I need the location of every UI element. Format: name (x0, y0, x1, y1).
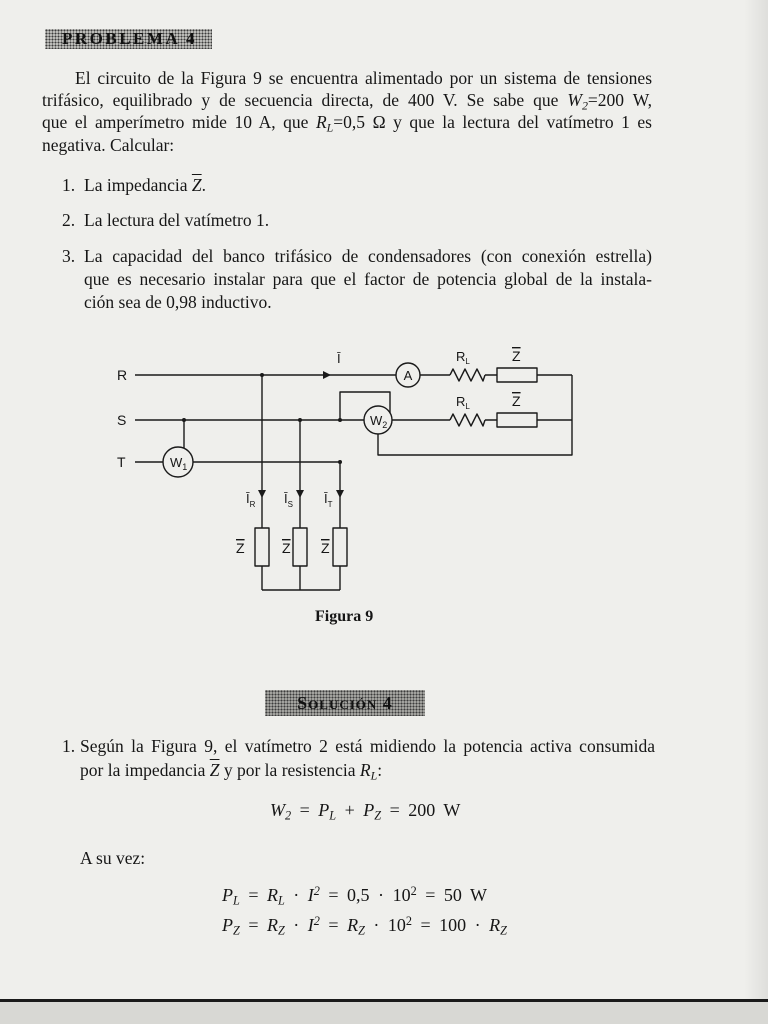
branch-current-index: R (249, 500, 256, 509)
branch-current-label-r (246, 491, 256, 509)
superscript: 2 (405, 913, 412, 928)
solution-header-title: Solución 4 (297, 693, 393, 713)
math-base: W (270, 800, 285, 820)
superscript: 2 (313, 913, 320, 928)
text-run: trifásico, equilibrado y de secuencia directa, de 400 V. Se sabe que (42, 90, 568, 110)
text-run: Según la Figura 9, el vatímetro 2 está midiendo la potencia activa consumida (80, 736, 655, 756)
branch-current-arrow-t (336, 490, 344, 498)
math-symbol (315, 112, 334, 135)
branch-current-arrow-r (258, 490, 266, 498)
text-run: =200 W, (587, 90, 652, 110)
subscript: Z (277, 923, 285, 938)
resistor-symbol: R (456, 349, 466, 364)
math-base: $\overline{Z}$ (191, 175, 202, 195)
text-run: = (239, 915, 267, 935)
junction-dot (182, 418, 186, 422)
phase-label-r: R (117, 367, 128, 383)
statement-line (42, 111, 652, 133)
resistor-index: L (465, 357, 470, 366)
math-base: $\overline{Z}$ (209, 760, 220, 780)
wattmeter-1-index: 1 (182, 462, 188, 472)
math-symbol (489, 915, 507, 938)
impedance-label-phase-r: Z (512, 348, 521, 364)
text-run: =0,5 Ω y que la lectura del vatímetro 1 es (333, 112, 652, 132)
text-run: · (284, 915, 308, 935)
problem-header-title: PROBLEMA 4 (62, 29, 198, 48)
line-current-arrow (323, 371, 331, 379)
star-impedance-label-t: Z (321, 540, 330, 556)
resistor-index: L (465, 402, 470, 411)
text-run: = 50 W (416, 885, 488, 905)
math-base: 10 (392, 885, 411, 905)
text-run: = (291, 800, 319, 820)
math-base: P (222, 885, 233, 905)
math-base: I (307, 885, 314, 905)
subscript: L (233, 893, 240, 908)
text-run: por la impedancia (80, 760, 210, 780)
branch-current-symbol: Ī (324, 491, 328, 506)
math-symbol (347, 915, 365, 938)
star-impedance-box-s (293, 528, 307, 566)
math-symbol (393, 885, 417, 905)
wattmeter-2-index: 2 (382, 420, 388, 430)
math-symbol (222, 915, 240, 938)
text-run: = 0,5 · (319, 885, 393, 905)
text-run: y por la resistencia (219, 760, 360, 780)
math-symbol (266, 915, 285, 938)
branch-current-symbol: Ī (284, 491, 288, 506)
math-symbol (363, 800, 382, 823)
question-text (84, 268, 652, 290)
question-text (84, 291, 272, 313)
ammeter-label: A (403, 368, 413, 383)
solution-step-text (80, 735, 655, 757)
wattmeter-1-label (170, 455, 187, 472)
branch-current-label-t (324, 491, 333, 509)
phase-label-s: S (117, 412, 127, 428)
text-run: · (364, 915, 388, 935)
text-run: = (319, 915, 348, 935)
math-symbol (359, 760, 378, 783)
star-impedance-label-r: Z (236, 540, 245, 556)
figure-caption: Figura 9 (315, 608, 374, 625)
equation-pz (222, 913, 507, 937)
math-symbol (308, 915, 320, 935)
impedance-box-phase-r (497, 368, 537, 382)
subscript: Z (358, 923, 365, 938)
math-base: R (266, 885, 278, 905)
question-number: 3. (62, 246, 76, 266)
math-base: P (222, 915, 233, 935)
circuit-diagram (100, 330, 600, 610)
math-symbol (318, 800, 337, 823)
solution-connector: A su vez: (80, 848, 146, 868)
branch-current-label-s (284, 491, 293, 509)
resistor-rl-phase-r (450, 369, 485, 381)
wattmeter-1-symbol-text: W (170, 455, 183, 470)
text-run: : (377, 760, 383, 780)
question-text (84, 245, 652, 267)
text-run: + (336, 800, 364, 820)
scan-margin (0, 1002, 768, 1024)
text-run: El circuito de la Figura 9 se encuentra alimentado por un sistema de tensiones (75, 68, 652, 88)
wattmeter-2-label (370, 413, 387, 430)
subscript: Z (233, 923, 240, 938)
solution-header (265, 690, 425, 716)
text-run: = 100 · (412, 915, 490, 935)
wattmeter-2-symbol-text: W (370, 413, 383, 428)
equation-pl (222, 883, 487, 907)
math-symbol (192, 175, 202, 195)
impedance-label-phase-s: Z (512, 393, 521, 409)
question-text (84, 209, 269, 231)
branch-current-index: S (287, 500, 293, 509)
math-base: R (315, 112, 327, 132)
resistor-rl-phase-s (450, 414, 485, 426)
star-impedance-box-r (255, 528, 269, 566)
subscript: L (326, 120, 334, 135)
math-symbol (266, 885, 285, 908)
math-base: R (347, 915, 359, 935)
branch-current-arrow-s (296, 490, 304, 498)
subscript: Z (374, 808, 382, 823)
resistor-symbol: R (456, 394, 466, 409)
resistor-label-phase-s (456, 394, 470, 411)
resistor-label-phase-r (456, 349, 470, 366)
line-current-label: Ī (337, 351, 341, 366)
star-impedance-label-s: Z (282, 540, 291, 556)
subscript: 2 (285, 808, 292, 823)
math-symbol (270, 800, 292, 823)
page-edge-shadow (744, 0, 768, 999)
junction-dot (260, 373, 264, 377)
star-impedance-box-t (333, 528, 347, 566)
subscript: 2 (581, 98, 588, 113)
math-base: R (489, 915, 501, 935)
text-run: ción sea de 0,98 inductivo. (84, 292, 272, 312)
text-run: · (284, 885, 308, 905)
subscript: L (277, 893, 285, 908)
text-run: La lectura del vatímetro 1. (84, 210, 270, 230)
question-text (84, 174, 206, 196)
text-run: que el amperímetro mide 10 A, que (42, 112, 316, 132)
statement-line (42, 134, 174, 156)
problem-header (45, 29, 212, 49)
impedance-box-phase-s (497, 413, 537, 427)
statement-line (75, 67, 652, 89)
text-run: que es necesario instalar para que el factor de potencia global de la instala- (84, 269, 652, 289)
branch-current-symbol: Ī (246, 491, 250, 506)
math-base: I (307, 915, 314, 935)
statement-line (42, 89, 652, 111)
subscript: L (329, 808, 337, 823)
text-run: La capacidad del banco trifásico de condensadores (con conexión estrella) (84, 246, 652, 266)
math-base: P (318, 800, 330, 820)
text-run: = (239, 885, 267, 905)
math-symbol (308, 885, 320, 905)
subscript: Z (500, 923, 507, 938)
equation-w2 (270, 798, 460, 822)
solution-step-text (80, 759, 382, 781)
text-run: La impedancia (84, 175, 192, 195)
text-run: = 200 W (381, 800, 461, 820)
text-run: . (201, 175, 206, 195)
math-symbol (388, 915, 412, 935)
question-number: 1. (62, 175, 76, 195)
math-base: R (266, 915, 278, 935)
question-number: 2. (62, 210, 76, 230)
math-symbol (222, 885, 240, 908)
math-base: W (567, 90, 582, 110)
solution-step-number: 1. (62, 736, 76, 756)
subscript: L (370, 768, 378, 783)
math-base: R (359, 760, 371, 780)
junction-dot (298, 418, 302, 422)
superscript: 2 (410, 883, 417, 898)
superscript: 2 (313, 883, 320, 898)
text-run: negativa. Calcular: (42, 135, 175, 155)
phase-label-t: T (117, 454, 126, 470)
junction-dot (338, 418, 342, 422)
math-symbol (567, 90, 588, 113)
branch-current-index: T (327, 500, 333, 509)
math-base: P (363, 800, 375, 820)
math-base: 10 (387, 915, 406, 935)
junction-dot (338, 460, 342, 464)
